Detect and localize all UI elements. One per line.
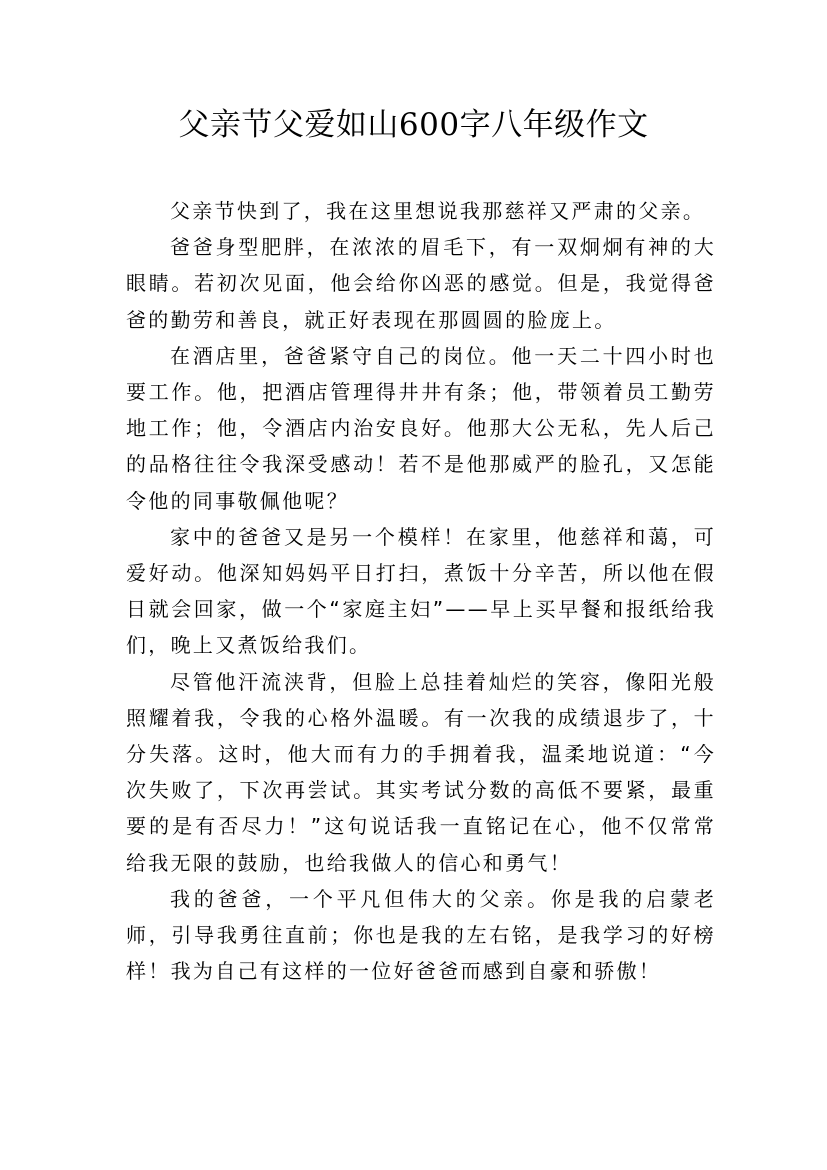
paragraph-1: 父亲节快到了，我在这里想说我那慈祥又严肃的父亲。 (170, 199, 706, 223)
paragraph-5: 尽管他汗流浃背，但脸上总挂着灿烂的笑容，像阳光般照耀着我，令我的心格外温暖。有一次我的成绩退步了，十分失落。这时，他大而有力的手拥着我，温柔地说道：“今次失败了，下次再尝试。其实考试分数的高低不要紧，最重要的是有否尽力！”这句说话我一直铭记在心，他不仅常常给我无限的鼓励，也给我做人的信心和勇气！ (126, 669, 716, 875)
paragraph-4: 家中的爸爸又是另一个模样！在家里，他慈祥和蔼，可爱好动。他深知妈妈平日打扫，煮饭十分辛苦，所以他在假日就会回家，做一个“家庭主妇”——早上买早餐和报纸给我们，晚上又煮饭给我们。 (126, 524, 716, 658)
paragraph-3: 在酒店里，爸爸紧守自己的岗位。他一天二十四小时也要工作。他，把酒店管理得井井有条；他，带领着员工勤劳地工作；他，令酒店内治安良好。他那大公无私，先人后己的品格往往令我深受感动！若不是他那威严的脸孔，又怎能令他的同事敬佩他呢？ (126, 343, 716, 513)
paragraph-2: 爸爸身型肥胖，在浓浓的眉毛下，有一双炯炯有神的大眼睛。若初次见面，他会给你凶恶的感觉。但是，我觉得爸爸的勤劳和善良，就正好表现在那圆圆的脸庞上。 (126, 235, 716, 332)
document-body (126, 193, 716, 989)
document-title: 父亲节父爱如山600字八年级作文 (178, 107, 649, 143)
paragraph-6: 我的爸爸，一个平凡但伟大的父亲。你是我的启蒙老师，引导我勇往直前；你也是我的左右铭，是我学习的好榜样！我为自己有这样的一位好爸爸而感到自豪和骄傲！ (126, 886, 716, 984)
